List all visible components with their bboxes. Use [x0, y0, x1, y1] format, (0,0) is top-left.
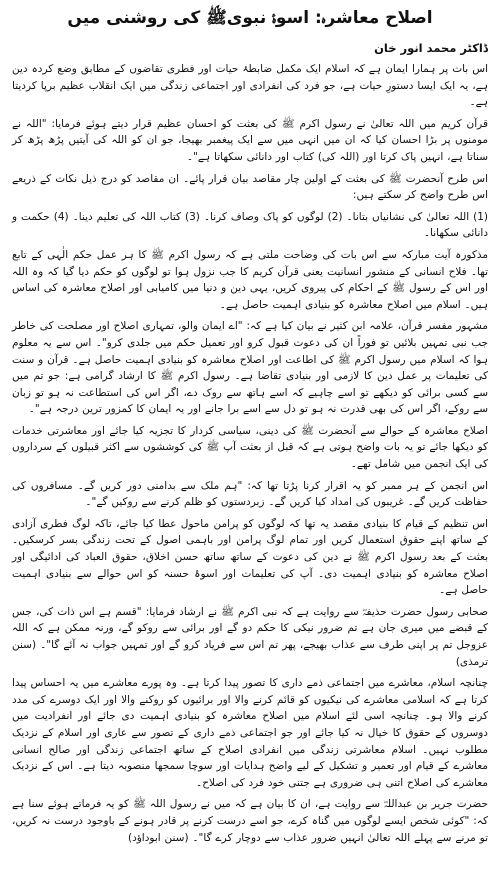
paragraph-3: اس طرح آنحضرت ﷺ کی بعثت کے اولین چار مقاصد بیان قرار پائے۔ ان مقاصد کو درج ذیل نکات کے ذریعے اس طرح واضح کر سکتے ہیں: — [12, 172, 488, 202]
paragraph-2: قرآن کریم میں اللہ تعالیٰ نے رسول اکرم ﷺ کی بعثت کو احسان عظیم قرار دیتے ہوئے فرمایا: "اللہ نے مومنوں پر بڑا احسان کیا کہ ان میں انہی میں سے ایک پیغمبر بھیجا، جو ان کو اللہ کی آیتیں پڑھ پڑھ کر سناتا ہے، انہیں پاک کرتا اور (اللہ کی) کتاب اور دانائی سکھاتا ہے"۔ — [12, 117, 488, 163]
paragraph-11: چنانچہ اسلام، معاشرے میں اجتماعی ذمے داری کا تصور پیدا کرتا ہے۔ وہ پورے معاشرے میں یہ احساس پیدا کرتا ہے کہ اسلامی معاشرے کی نیکیوں کو قائم کرنے والا اور برائیوں کو روکنے والا اور ایک دوسرے کی مدد کرنے والا ہو۔ چنانچہ اسی لئے اسلام میں اصلاح معاشرہ کو بنیادی اہمیت دی جائے اور انفرادیت میں دوسروں کے حقوق کا خیال نہ کیا جائے اور جو اجتماعی ذمے داری کے تصور سے عاری اور اسلام کے نزدیک مطلوب نہیں۔ اسلام معاشرتی زندگی میں انفرادی اصلاح کے ساتھ اجتماعی زندگی اور صالح انسانی معاشرے کے قیام اور تعمیر و تشکیل کے لیے واضح ہدایات اور سوچا سمجھا منصوبہ دیتا ہے۔ اس کے نزدیک معاشرے کی اصلاح اتنی ہی ضروری ہے جتنی خود فرد کی اصلاح۔ — [12, 677, 488, 789]
paragraph-8: اس انجمن کے ہر ممبر کو یہ اقرار کرنا پڑتا تھا کہ: "ہم ملک سے بدامنی دور کریں گے۔ مسافروں کی حفاظت کریں گے۔ غریبوں کی امداد کیا کریں گے۔ زبردستوں کو ظلم کرنے سے روکیں گے"۔ — [12, 479, 488, 509]
paragraph-4: (1) اللہ تعالیٰ کی نشانیاں بتانا۔ (2) لوگوں کو پاک وصاف کرنا۔ (3) کتاب اللہ کی تعلیم دینا۔ (4) حکمت و دانائی سکھانا۔ — [12, 210, 488, 240]
author-name: ڈاکٹر محمد انور خان — [374, 41, 488, 55]
paragraph-10: صحابی رسول حضرت حذیفہؓ سے روایت ہے کہ نبی اکرم ﷺ نے ارشاد فرمایا: "قسم ہے اس ذات کی، جس کے قبضے میں میری جان ہے تم ضرور نیکی کا حکم دو گے اور برائی سے روکو گے، ورنہ ممکن ہے کہ اللہ عزوجل تم پر اپنی طرف سے عذاب بھیجے، پھر تم اس سے فریاد کرو گے اور تمہیں جواب نہ آئے گا"۔ (سنن ترمذی) — [12, 605, 488, 668]
paragraph-7: اصلاح معاشرہ کے حوالے سے آنحضرت ﷺ کی دینی، سیاسی کردار کا تجزیہ کیا جائے اور معاشرتی خدمات کو دیکھا جائے تو یہ بات واضح ہوتی ہے کہ قبل از بعثت آپ ﷺ کی کوششوں سے اکثر قبیلوں کے سرداروں کی ایک انجمن میں شامل تھے۔ — [12, 424, 488, 471]
paragraph-5: مذکورہ آیت مبارکہ سے اس بات کی وضاحت ملتی ہے کہ رسول اکرم ﷺ کا ہر عمل حکم الٰہی کے تابع تھا۔ فلاح انسانی کے منشور انسانیت یعنی قرآن کریم کا جب نزول ہوا تو لوگوں کو حکم دیا گیا کہ وہ اللہ اور اس کے رسول ﷺ کے احکام کی پیروی کریں، یہی دین و دنیا میں کامیابی اور اصلاح معاشرہ کی اساس ہیں۔ اسلام میں اصلاح معاشرہ کو بنیادی اہمیت حاصل ہے۔ — [12, 248, 488, 311]
paragraph-12: حضرت جریر بن عبداللہؓ سے روایت ہے، ان کا بیان ہے کہ میں نے رسول اللہ ﷺ کو یہ فرماتے ہوئے سنا ہے کہ: "کوئی شخص ایسے لوگوں میں گناہ کرے، جو اسے درست کرنے پر قادر ہونے کے باوجود درست نہ کریں، تو مرنے سے پہلے اللہ تعالیٰ انہیں ضرور عذاب سے دوچار کرے گا"۔ (سنن ابوداؤد) — [12, 798, 488, 844]
paragraph-9: اس تنظیم کے قیام کا بنیادی مقصد یہ تھا کہ لوگوں کو پرامن ماحول عطا کیا جائے، تاکہ لوگ فطری آزادی کے ساتھ اپنے حقوق استعمال کریں اور تمام لوگ پرامن اور باہمی اصول کے تحت زندگی بسر کرسکیں۔ بعثت کے بعد رسول اکرم ﷺ نے دین کی دعوت کے ساتھ ساتھ حسن اخلاق، حقوق العباد کی ادائیگی اور اصلاح معاشرہ کو بنیادی اہمیت دی۔ آپ کی تعلیمات اور اسوۂ حسنہ کو اس حوالے سے بنیادی اہمیت حاصل ہے۔ — [12, 517, 488, 597]
article-title: اصلاح معاشرہ: اسوۂ نبویﷺ کی روشنی میں — [67, 8, 433, 28]
paragraph-1: اس بات پر ہمارا ایمان ہے کہ اسلام ایک مکمل ضابطۂ حیات اور فطری تقاضوں کے مطابق وضع کردہ دین ہے، یہ ایک ایسا دستورِ حیات ہے، جو فرد کی انفرادی اور اجتماعی زندگی میں ایک انقلاب عظیم برپا کردیتا ہے۔ — [12, 63, 488, 109]
paragraph-6: مشہور مفسر قرآن، علامہ ابن کثیر نے بیان کیا ہے کہ: "اے ایمان والو، تمہاری اصلاح اور مصلحت کی خاطر جب نبی تمہیں بلائیں تو فوراً ان کی دعوت قبول کرو اور تعمیل حکم میں جلدی کرو"۔ اس سے یہ معلوم ہوا کہ اسلام میں رسول اکرم ﷺ کی اطاعت اور اصلاح معاشرہ کو بنیادی اہمیت حاصل ہے۔ قرآن و سنت کی تعلیمات پر عمل دین کا لازمی اور بنیادی تقاضا ہے۔ رسول اکرم ﷺ کا ارشاد گرامی ہے: جو تم میں سے کسی برائی کو دیکھے تو اسے چاہیے کہ اسے ہاتھ سے روک دے، اگر اس کی استطاعت نہ ہو تو زبان سے روکے، اگر اس کی بھی قدرت نہ ہو تو دل سے اسے برا جانے اور یہ ایمان کا کمزور ترین درجہ ہے"۔ — [12, 320, 488, 416]
